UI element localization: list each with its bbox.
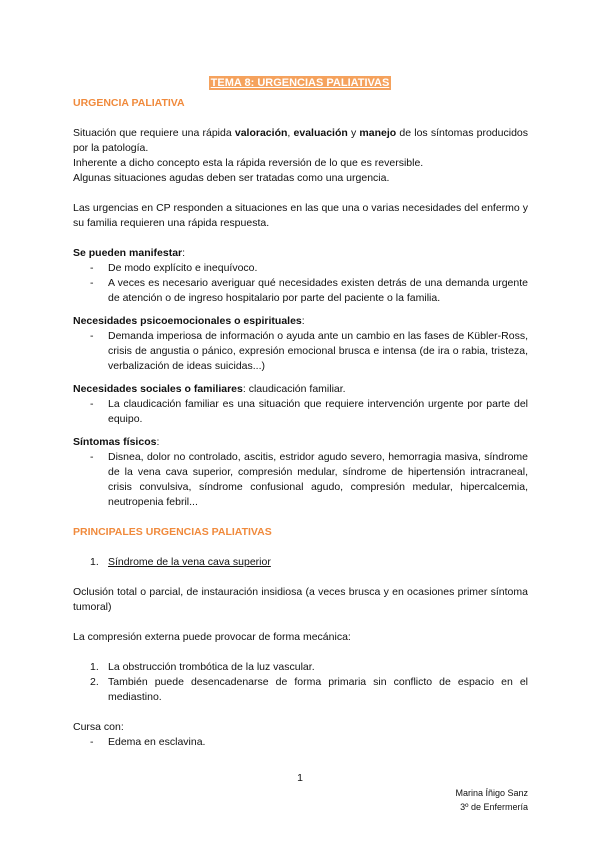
text-run: Situación que requiere una rápida (73, 127, 235, 139)
paragraph-reversion: Inherente a dicho concepto esta la rápida reversión de lo que es reversible. (73, 157, 424, 169)
footer-author: Marina Íñigo Sanz (455, 788, 528, 798)
list-text: También puede desencadenarse de forma primaria sin conflicto de espacio en el mediastino. (108, 676, 528, 703)
footer (455, 786, 528, 814)
section-heading-urgencia: URGENCIA PALIATIVA (73, 97, 185, 109)
spacer (73, 427, 528, 435)
list-item: - La claudicación familiar es una situación que requiere intervención urgente por parte del equipo. (73, 397, 528, 427)
bold-evaluacion: evaluación (293, 127, 348, 139)
text-run: y (347, 127, 360, 139)
list-number: 1. (90, 556, 99, 568)
subsection-label-vena-cava: Síndrome de la vena cava superior (108, 556, 271, 568)
spacer (73, 231, 528, 246)
document-body (73, 96, 528, 750)
text-run: , (287, 127, 294, 139)
list-sociales (73, 397, 528, 427)
list-item: - Demanda imperiosa de información o ayuda ante un cambio en las fases de Kübler-Ross, crisis de angustia o pánico, expresión emocional brusca e intensa (de ira o rabia, tristeza, verbalización de ideas suicidas...) (73, 329, 528, 374)
subheading-psico (73, 314, 528, 329)
list-principales (73, 555, 528, 570)
subheading-suffix: : (156, 436, 160, 448)
list-item (73, 555, 528, 570)
spacer (73, 705, 528, 720)
spacer (73, 645, 528, 660)
spacer (73, 111, 528, 126)
list-sintomas (73, 450, 528, 510)
paragraph-compresion: La compresión externa puede provocar de forma mecánica: (73, 631, 351, 643)
paragraph-oclusion: Oclusión total o parcial, de instauración insidiosa (a veces brusca y en ocasiones primer síntoma tumoral) (73, 586, 528, 613)
page-title: TEMA 8: URGENCIAS PALIATIVAS (210, 77, 390, 89)
spacer (73, 570, 528, 585)
spacer (73, 306, 528, 314)
list-cursa (73, 735, 528, 750)
list-item: - De modo explícito e inequívoco. (73, 261, 528, 276)
paragraph-cursa: Cursa con: (73, 721, 124, 733)
text-run: de los síntomas producidos por la patología. (73, 127, 528, 154)
list-item: - A veces es necesario averiguar qué necesidades existen detrás de una demanda urgente de atención o de ingreso hospitalario por parte del paciente o la familia. (73, 276, 528, 306)
list-item (73, 675, 528, 705)
subheading-text: Síntomas físicos (73, 436, 157, 448)
subheading-text: Se pueden manifestar (73, 247, 183, 259)
spacer (73, 374, 528, 382)
list-text: La obstrucción trombótica de la luz vascular. (108, 661, 315, 673)
list-causas (73, 660, 528, 705)
title-wrap (0, 73, 600, 91)
list-item (73, 660, 528, 675)
subheading-suffix: : (182, 247, 186, 259)
subheading-manifestar (73, 246, 528, 261)
subheading-text: Necesidades psicoemocionales o espirituales (73, 315, 302, 327)
subheading-suffix: : (301, 315, 305, 327)
footer-course: 3º de Enfermería (460, 802, 528, 812)
subheading-sintomas (73, 435, 528, 450)
section-heading-principales: PRINCIPALES URGENCIAS PALIATIVAS (73, 526, 272, 538)
page-number: 1 (297, 772, 303, 784)
list-number: 1. (90, 661, 99, 673)
spacer (73, 615, 528, 630)
spacer (73, 510, 528, 525)
list-number: 2. (90, 676, 99, 688)
list-item: - Disnea, dolor no controlado, ascitis, estridor agudo severo, hemorragia masiva, síndrome de la vena cava superior, compresión medular, síndrome de hipertensión intracraneal, crisis convulsiva, síndrome confusional agudo, compresión medular, hipercalcemia, neutropenia febril... (73, 450, 528, 510)
subheading-sociales (73, 382, 528, 397)
paragraph-urgencias-cp: Las urgencias en CP responden a situaciones en las que una o varias necesidades del enfermo y su familia requieren una rápida respuesta. (73, 202, 528, 229)
spacer (73, 540, 528, 555)
subheading-text: Necesidades sociales o familiares (73, 383, 243, 395)
bold-manejo: manejo (359, 127, 397, 139)
list-psico (73, 329, 528, 374)
spacer (73, 186, 528, 201)
paragraph-situaciones: Algunas situaciones agudas deben ser tratadas como una urgencia. (73, 172, 390, 184)
list-item: - Edema en esclavina. (73, 735, 528, 750)
bold-valoracion: valoración (234, 127, 288, 139)
paragraph-definition (73, 126, 528, 156)
list-manifestar (73, 261, 528, 306)
subheading-suffix: : claudicación familiar. (242, 383, 346, 395)
